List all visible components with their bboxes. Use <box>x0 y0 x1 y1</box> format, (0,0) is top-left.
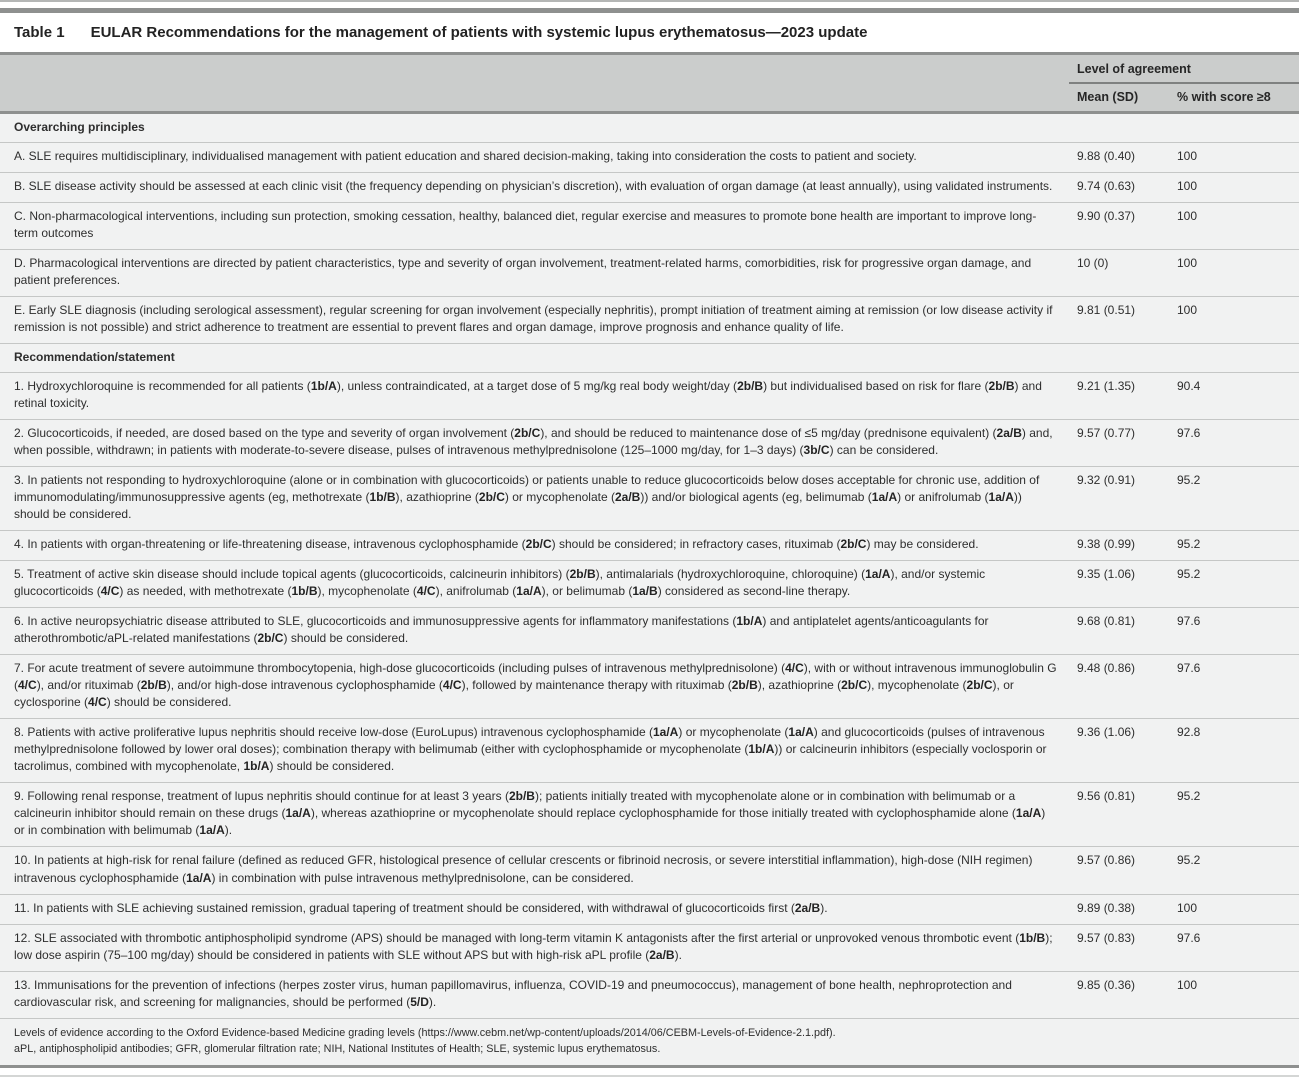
statement-cell: C. Non-pharmacological interventions, including sun protection, smoking cessation, healthy, balanced diet, regular exercise and measures to promote bone health are important to improve long-term outcomes <box>0 202 1069 249</box>
table-row <box>0 783 1299 847</box>
pct-score-cell: 100 <box>1169 172 1299 202</box>
table-header <box>0 53 1299 112</box>
table-row <box>0 719 1299 783</box>
statement-cell: 12. SLE associated with thrombotic antiphospholipid syndrome (APS) should be managed with long-term vitamin K antagonists after the first arterial or unprovoked venous thrombotic event (1b/B); low dose aspirin (75–100 mg/day) should be considered in patients with SLE without APS but with high-risk aPL profile (2a/B). <box>0 924 1069 971</box>
statement-header-empty <box>0 53 1069 83</box>
mean-sd-cell: 9.38 (0.99) <box>1069 531 1169 561</box>
pct-score-cell: 95.2 <box>1169 531 1299 561</box>
statement-cell: 4. In patients with organ-threatening or life-threatening disease, intravenous cyclophosphamide (2b/C) should be considered; in refractory cases, rituximab (2b/C) may be considered. <box>0 531 1069 561</box>
top-hairline <box>0 0 1299 2</box>
pct-score-cell: 100 <box>1169 894 1299 924</box>
mean-sd-cell: 9.81 (0.51) <box>1069 296 1169 343</box>
pct-score-cell: 97.6 <box>1169 655 1299 719</box>
table-row <box>0 561 1299 608</box>
pct-score-cell: 100 <box>1169 142 1299 172</box>
pct-score-cell: 97.6 <box>1169 924 1299 971</box>
table-row <box>0 172 1299 202</box>
mean-sd-cell: 9.89 (0.38) <box>1069 894 1169 924</box>
footnote-evidence-levels: Levels of evidence according to the Oxford Evidence-based Medicine grading levels (https://www.cebm.net/wp-content/uploads/2014/06/CEBM-Levels-of-Evidence-2.1.pdf). <box>14 1026 836 1039</box>
statement-cell: 2. Glucocorticoids, if needed, are dosed based on the type and severity of organ involvement (2b/C), and should be reduced to maintenance dose of ≤5 mg/day (prednisone equivalent) (2a/B) and, when possible, withdrawn; in patients with moderate-to-severe disease, pulses of intravenous methylprednisolone (125–1000 mg/day, for 1–3 days) (3b/C) can be considered. <box>0 419 1069 466</box>
section-heading: Recommendation/statement <box>0 343 1299 372</box>
statement-cell: 1. Hydroxychloroquine is recommended for all patients (1b/A), unless contraindicated, at a target dose of 5 mg/kg real body weight/day (2b/B) but individualised based on risk for flare (2b/B) and retinal toxicity. <box>0 372 1069 419</box>
table-footer <box>0 1018 1299 1066</box>
mean-sd-cell: 9.85 (0.36) <box>1069 971 1169 1018</box>
mean-sd-cell: 9.35 (1.06) <box>1069 561 1169 608</box>
table-row <box>0 419 1299 466</box>
pct-score-cell: 100 <box>1169 202 1299 249</box>
statement-cell: 7. For acute treatment of severe autoimmune thrombocytopenia, high-dose glucocorticoids (including pulses of intravenous methylprednisolone) (4/C), with or without intravenous immunoglobulin G (4/C), and/or rituximab (2b/B), and/or high-dose intravenous cyclophosphamide (4/C), followed by maintenance therapy with rituximab (2b/B), azathioprine (2b/C), mycophenolate (2b/C), or cyclosporine (4/C) should be considered. <box>0 655 1069 719</box>
header-columns-row <box>0 83 1299 113</box>
table-row <box>0 372 1299 419</box>
section-heading-row <box>0 343 1299 372</box>
footnote-cell <box>0 1018 1299 1066</box>
statement-cell: B. SLE disease activity should be assessed at each clinic visit (the frequency depending on physician’s discretion), with evaluation of organ damage (at least annually), using validated instruments. <box>0 172 1069 202</box>
footnote-row <box>0 1018 1299 1066</box>
table-row <box>0 296 1299 343</box>
table-body <box>0 112 1299 1018</box>
statement-cell: 13. Immunisations for the prevention of infections (herpes zoster virus, human papillomavirus, influenza, COVID-19 and pneumococcus), management of bone health, nephroprotection and cardiovascular risk, and screening for malignancies, should be performed (5/D). <box>0 971 1069 1018</box>
mean-sd-cell: 9.74 (0.63) <box>1069 172 1169 202</box>
statement-cell: 5. Treatment of active skin disease should include topical agents (glucocorticoids, calcineurin inhibitors) (2b/B), antimalarials (hydroxychloroquine, chloroquine) (1a/A), and/or systemic glucocorticoids (4/C) as needed, with methotrexate (1b/B), mycophenolate (4/C), anifrolumab (1a/A), or belimumab (1a/B) considered as second-line therapy. <box>0 561 1069 608</box>
pct-score-cell: 97.6 <box>1169 419 1299 466</box>
mean-sd-cell: 10 (0) <box>1069 249 1169 296</box>
pct-score-cell: 95.2 <box>1169 847 1299 894</box>
table-title: EULAR Recommendations for the management of patients with systemic lupus erythematosus—2023 update <box>90 24 868 41</box>
pct-score-cell: 90.4 <box>1169 372 1299 419</box>
pct-score-cell: 97.6 <box>1169 608 1299 655</box>
statement-cell: 6. In active neuropsychiatric disease attributed to SLE, glucocorticoids and immunosuppressive agents for inflammatory manifestations (1b/A) and antiplatelet agents/anticoagulants for atherothrombotic/aPL-related manifestations (2b/C) should be considered. <box>0 608 1069 655</box>
table-row <box>0 142 1299 172</box>
statement-header-empty2 <box>0 83 1069 113</box>
mean-sd-cell: 9.57 (0.83) <box>1069 924 1169 971</box>
footnote-abbreviations: aPL, antiphospholipid antibodies; GFR, glomerular filtration rate; NIH, National Institutes of Health; SLE, systemic lupus erythematosus. <box>14 1042 661 1055</box>
mean-sd-cell: 9.32 (0.91) <box>1069 466 1169 530</box>
pct-score-cell: 95.2 <box>1169 783 1299 847</box>
statement-cell: 3. In patients not responding to hydroxychloroquine (alone or in combination with glucocorticoids) or patients unable to reduce glucocorticoids below doses acceptable for chronic use, addition of immunomodulating/immunosuppressive agents (eg, methotrexate (1b/B), azathioprine (2b/C) or mycophenolate (2a/B)) and/or biological agents (eg, belimumab (1a/A) or anifrolumab (1a/A)) should be considered. <box>0 466 1069 530</box>
statement-cell: 8. Patients with active proliferative lupus nephritis should receive low-dose (EuroLupus) intravenous cyclophosphamide (1a/A) or mycophenolate (1a/A) and glucocorticoids (pulses of intravenous methylprednisolone followed by lower oral doses); combination therapy with belimumab (either with cyclophosphamide or mycophenolate (1b/A)) or calcineurin inhibitors (especially voclosporin or tacrolimus, combined with mycophenolate, 1b/A) should be considered. <box>0 719 1069 783</box>
mean-sd-cell: 9.57 (0.86) <box>1069 847 1169 894</box>
statement-cell: A. SLE requires multidisciplinary, individualised management with patient education and shared decision-making, taking into consideration the costs to patient and society. <box>0 142 1069 172</box>
header-group-row <box>0 53 1299 83</box>
statement-cell: D. Pharmacological interventions are directed by patient characteristics, type and severity of organ involvement, treatment-related harms, comorbidities, risk for progressive organ damage, and patient preferences. <box>0 249 1069 296</box>
pct-score-cell: 100 <box>1169 971 1299 1018</box>
statement-cell: 10. In patients at high-risk for renal failure (defined as reduced GFR, histological presence of cellular crescents or fibrinoid necrosis, or severe interstitial inflammation), high-dose (NIH regimen) intravenous cyclophosphamide (1a/A) in combination with pulse intravenous methylprednisolone, can be considered. <box>0 847 1069 894</box>
mean-sd-cell: 9.48 (0.86) <box>1069 655 1169 719</box>
table-caption <box>0 8 1299 52</box>
table-row <box>0 847 1299 894</box>
table-row <box>0 608 1299 655</box>
table-row <box>0 971 1299 1018</box>
pct-score-cell: 95.2 <box>1169 466 1299 530</box>
pct-score-cell: 92.8 <box>1169 719 1299 783</box>
table-row <box>0 249 1299 296</box>
table-row <box>0 924 1299 971</box>
recommendations-table <box>0 52 1299 1069</box>
table-label: Table 1 <box>14 24 65 41</box>
statement-cell: 9. Following renal response, treatment of lupus nephritis should continue for at least 3 years (2b/B); patients initially treated with mycophenolate alone or in combination with belimumab or a calcineurin inhibitor should remain on these drugs (1a/A), whereas azathioprine or mycophenolate should replace cyclophosphamide for those initially treated with cyclophosphamide alone (1a/A) or in combination with belimumab (1a/A). <box>0 783 1069 847</box>
mean-sd-cell: 9.21 (1.35) <box>1069 372 1169 419</box>
mean-sd-cell: 9.88 (0.40) <box>1069 142 1169 172</box>
pct-score-cell: 100 <box>1169 249 1299 296</box>
table-row <box>0 894 1299 924</box>
statement-cell: E. Early SLE diagnosis (including serological assessment), regular screening for organ involvement (especially nephritis), prompt initiation of treatment aiming at remission (or low disease activity if remission is not possible) and strict adherence to treatment are essential to prevent flares and organ damage, improve prognosis and enhance quality of life. <box>0 296 1069 343</box>
mean-sd-cell: 9.90 (0.37) <box>1069 202 1169 249</box>
pct-score-cell: 95.2 <box>1169 561 1299 608</box>
level-of-agreement-header: Level of agreement <box>1069 53 1299 83</box>
table-row <box>0 655 1299 719</box>
mean-sd-header: Mean (SD) <box>1069 83 1169 113</box>
mean-sd-cell: 9.57 (0.77) <box>1069 419 1169 466</box>
pct-score-header: % with score ≥8 <box>1169 83 1299 113</box>
pct-score-cell: 100 <box>1169 296 1299 343</box>
table-row <box>0 466 1299 530</box>
section-heading: Overarching principles <box>0 112 1299 142</box>
table-row <box>0 531 1299 561</box>
mean-sd-cell: 9.36 (1.06) <box>1069 719 1169 783</box>
table-row <box>0 202 1299 249</box>
mean-sd-cell: 9.68 (0.81) <box>1069 608 1169 655</box>
section-heading-row <box>0 112 1299 142</box>
statement-cell: 11. In patients with SLE achieving sustained remission, gradual tapering of treatment should be considered, with withdrawal of glucocorticoids first (2a/B). <box>0 894 1069 924</box>
mean-sd-cell: 9.56 (0.81) <box>1069 783 1169 847</box>
